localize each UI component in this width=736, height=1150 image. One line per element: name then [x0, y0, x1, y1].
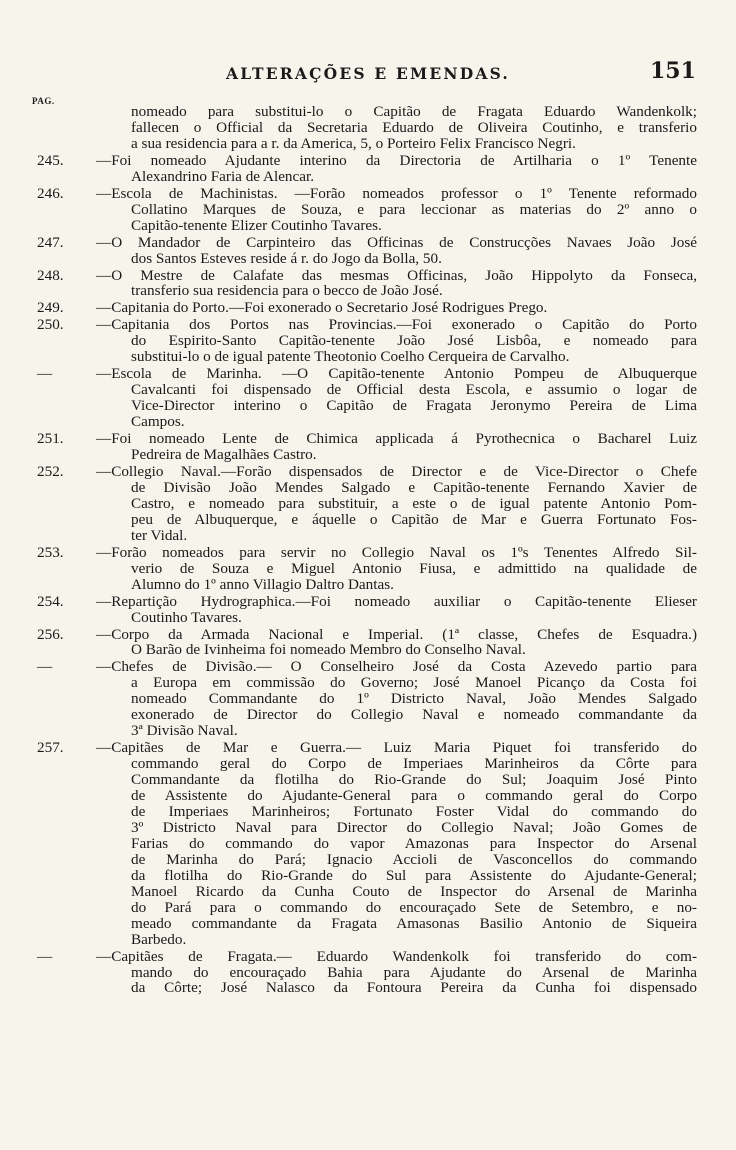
text-line: de Marinha do Pará; Ignacio Accioli de Vasconcellos do commando: [131, 850, 697, 868]
text-line: O Barão de Ivinheima foi nomeado Membro do Conselho Naval.: [131, 641, 526, 659]
text-line: Coutinho Tavares.: [131, 608, 242, 626]
text-line: de Divisão João Mendes Salgado e Capitão-tenente Fernando Xavier de: [131, 478, 697, 496]
entry: [0, 317, 697, 365]
text-line: —Chefes de Divisão.— O Conselheiro José da Costa Azevedo partio para: [96, 658, 697, 676]
entry: [0, 366, 697, 430]
entry-number: 251.: [37, 430, 64, 448]
text-line: ter Vidal.: [131, 526, 188, 544]
text-line: —Capitania do Porto.—Foi exonerado o Secretario José Rodrigues Prego.: [96, 299, 548, 317]
text-line: dos Santos Esteves reside á r. do Jogo da Bolla, 50.: [131, 249, 442, 267]
text-line: —Escola de Machinistas. —Forão nomeados professor o 1º Tenente reformado: [96, 184, 697, 202]
text-line: 3ª Divisão Naval.: [131, 722, 238, 740]
entry-number: —: [37, 365, 53, 383]
entry-number: 252.: [37, 462, 64, 480]
text-line: Farias do commando do vapor Amazonas para Inspector do Arsenal: [131, 834, 697, 852]
text-line: da flotilha do Rio-Grande do Sul para Assistente do Ajudante-General;: [131, 866, 697, 884]
text-line: Commandante da flotilha do Rio-Grande do Sul; Joaquim José Pinto: [131, 771, 697, 789]
entry-number: —: [37, 947, 53, 965]
entry-number: 254.: [37, 592, 64, 610]
document-body: [0, 104, 736, 997]
text-line: —O Mandador de Carpinteiro das Officinas de Construcções Navaes João José: [96, 233, 697, 251]
entry-number: 253.: [37, 543, 64, 561]
entry: [0, 153, 697, 185]
text-line: de Assistente do Ajudante-General para o commando geral do Corpo: [131, 787, 697, 805]
entry: [0, 464, 697, 544]
text-line: do Pará para o commando do encouraçado Sete de Setembro, e no-: [131, 898, 697, 916]
text-line: Alexandrino Faria de Alencar.: [131, 167, 315, 185]
entry-number: 257.: [37, 739, 64, 757]
text-line: a sua residencia para a r. da America, 5, o Porteiro Felix Francisco Negri.: [131, 134, 576, 152]
entry: [0, 949, 697, 997]
text-line: Castro, e nomeado para substituir, a este o de igual patente Antonio Pom-: [131, 494, 697, 512]
text-line: —Escola de Marinha. —O Capitão-tenente Antonio Pompeu de Albuquerque: [96, 365, 697, 383]
text-line: a Europa em commissão do Governo; José Manoel Picanço da Costa foi: [131, 674, 697, 692]
text-line: —Foi nomeado Lente de Chimica applicada á Pyrothecnica o Bacharel Luiz: [96, 430, 697, 448]
text-line: —Capitães de Fragata.— Eduardo Wandenkolk foi transferido do com-: [96, 947, 697, 965]
text-line: —Forão nomeados para servir no Collegio Naval os 1ºs Tenentes Alfredo Sil-: [96, 543, 697, 561]
entry: [0, 594, 697, 626]
text-line: —Repartição Hydrographica.—Foi nomeado auxiliar o Capitão-tenente Elieser: [96, 592, 697, 610]
text-line: transferio sua residencia para o becco de João José.: [131, 282, 443, 300]
text-line: —Capitães de Mar e Guerra.— Luiz Maria Piquet foi transferido do: [96, 739, 697, 757]
text-line: commando geral do Corpo de Imperiaes Marinheiros da Côrte para: [131, 755, 697, 773]
text-line: de Imperiaes Marinheiros; Fortunato Foster Vidal do commando do: [131, 802, 697, 820]
entry: [0, 300, 697, 316]
text-line: do Espirito-Santo Capitão-tenente João José Lisbôa, e nomeado para: [131, 332, 697, 350]
text-line: Collatino Marques de Souza, e para leccionar as materias do 2º anno o: [131, 200, 697, 218]
entry: [0, 659, 697, 739]
text-line: 3º Districto Naval para Director do Collegio Naval; João Gomes de: [131, 818, 697, 836]
text-line: meado commandante da Fragata Amasonas Basilio Antonio de Siqueira: [131, 914, 697, 932]
text-line: —Capitania dos Portos nas Provincias.—Foi exonerado o Capitão do Porto: [96, 316, 697, 334]
entry: [0, 186, 697, 234]
entry: [0, 627, 697, 659]
page-number: 151: [650, 58, 696, 84]
entry: [0, 431, 697, 463]
entry-number: 247.: [37, 233, 64, 251]
text-line: exonerado de Director do Collegio Naval e nomeado commandante da: [131, 706, 697, 724]
text-line: mando do encouraçado Bahia para Ajudante do Arsenal de Marinha: [131, 963, 697, 981]
text-line: Cavalcanti foi dispensado de Official desta Escola, e assumio o logar de: [131, 381, 697, 399]
text-line: —Collegio Naval.—Forão dispensados de Director e de Vice-Director o Chefe: [96, 462, 697, 480]
text-line: substitui-lo o de igual patente Theotonio Coelho Cerqueira de Carvalho.: [131, 348, 570, 366]
entry-number: 246.: [37, 184, 64, 202]
text-line: Campos.: [131, 413, 185, 431]
entry-number: 256.: [37, 625, 64, 643]
text-line: nomeado Commandante do 1º Districto Naval, João Mendes Salgado: [131, 690, 697, 708]
entry: [0, 104, 697, 152]
text-line: Barbedo.: [131, 930, 187, 948]
entry-number: 249.: [37, 299, 64, 317]
page-header: [0, 60, 736, 90]
running-title: ALTERAÇÕES E EMENDAS.: [225, 64, 511, 83]
entry-number: —: [37, 658, 53, 676]
entry-number: 250.: [37, 316, 64, 334]
entry: [0, 545, 697, 593]
text-line: peu de Albuquerque, e áquelle o Capitão de Mar e Guerra Fortunato Fos-: [131, 510, 697, 528]
text-line: da Côrte; José Nalasco da Fontoura Pereira da Cunha foi dispensado: [131, 979, 697, 997]
text-line: Alumno do 1º anno Villagio Daltro Dantas.: [131, 575, 394, 593]
text-line: —Corpo da Armada Nacional e Imperial. (1ª classe, Chefes de Esquadra.): [96, 625, 697, 643]
entry: [0, 740, 697, 947]
text-line: verio de Souza e Miguel Antonio Fiusa, e admittido na qualidade de: [131, 559, 697, 577]
text-line: nomeado para substitui-lo o Capitão de Fragata Eduardo Wandenkolk;: [131, 103, 697, 120]
text-line: fallecen o Official da Secretaria Eduardo de Oliveira Coutinho, e transferio: [131, 118, 697, 136]
text-line: Manoel Ricardo da Cunha Couto de Inspector do Arsenal de Marinha: [131, 882, 697, 900]
text-line: —Foi nomeado Ajudante interino da Directoria de Artilharia o 1º Tenente: [96, 151, 697, 169]
entry-number: 245.: [37, 151, 64, 169]
text-line: —O Mestre de Calafate das mesmas Officinas, João Hippolyto da Fonseca,: [96, 266, 697, 284]
entry: [0, 268, 697, 300]
text-line: Pedreira de Magalhães Castro.: [131, 446, 317, 464]
margin-label: PAG.: [32, 96, 55, 106]
entry: [0, 235, 697, 267]
text-line: Capitão-tenente Elizer Coutinho Tavares.: [131, 216, 382, 234]
text-line: Vice-Director interino o Capitão de Fragata Jeronymo Pereira de Lima: [131, 397, 697, 415]
entry-number: 248.: [37, 266, 64, 284]
